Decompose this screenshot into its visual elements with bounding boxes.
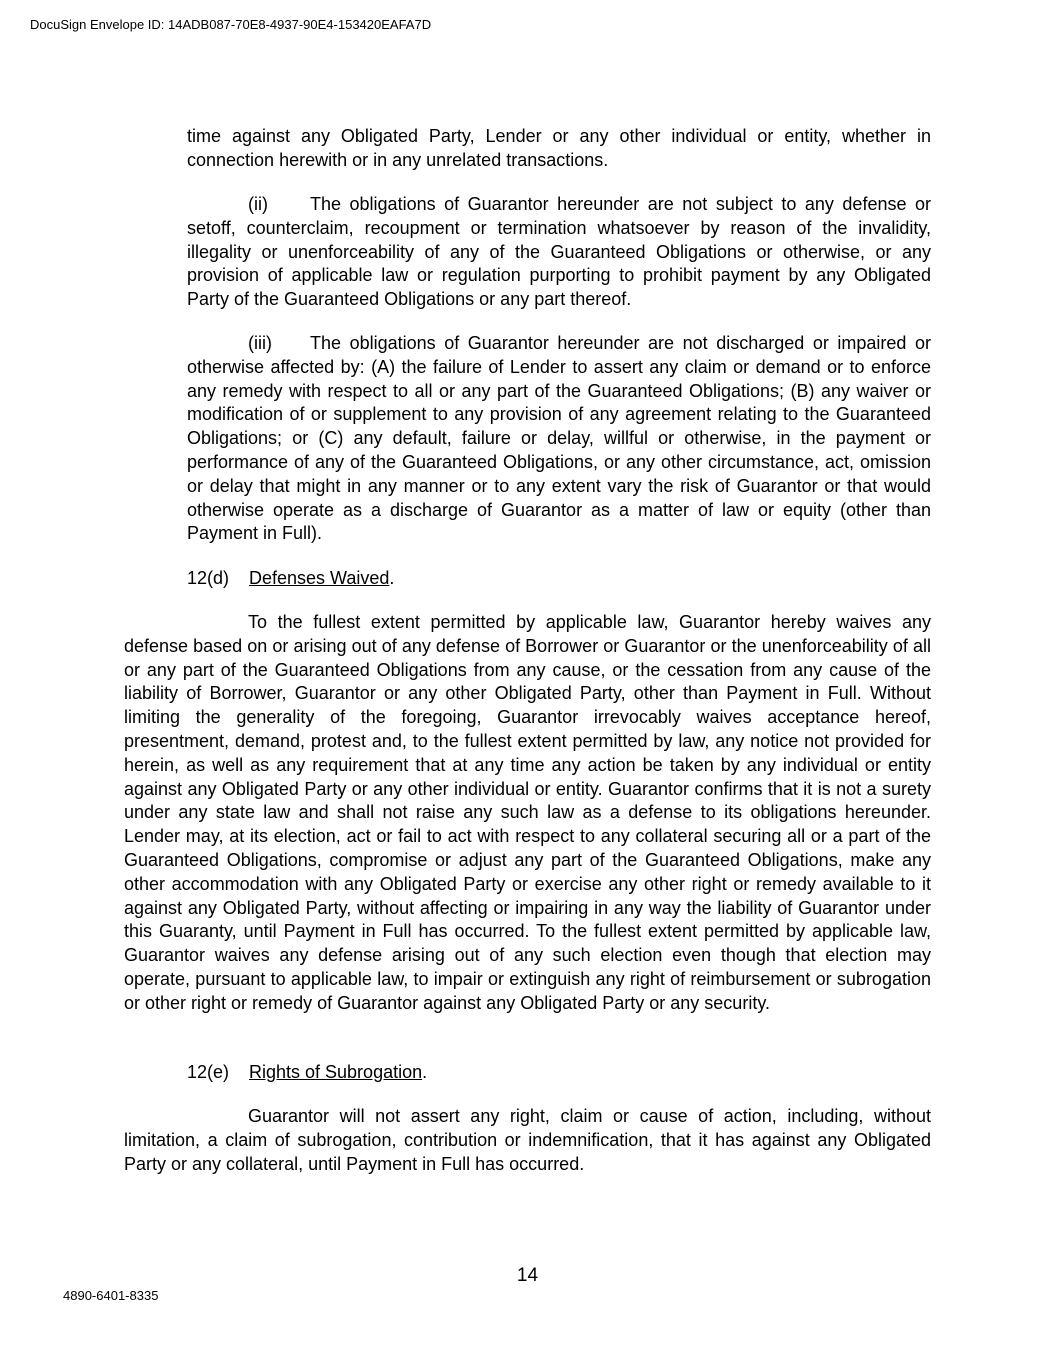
section-12d-title: Defenses Waived	[249, 568, 390, 588]
section-12d-body: To the fullest extent permitted by applicable law, Guarantor hereby waives any defense based on or arising out of any defense of Borrower or Guarantor or the unenforceability of all or any part of the Guaranteed Obligations from any cause, or the cessation from any cause of the liability of Borrower, Guarantor or any other Obligated Party, other than Payment in Full. Without limiting the generality of the foregoing, Guarantor irrevocably waives acceptance hereof, presentment, demand, protest and, to the fullest extent permitted by law, any notice not provided for herein, as well as any requirement that at any time any action be taken by any individual or entity against any Obligated Party or any other individual or entity. Guarantor confirms that it is not a surety under any state law and shall not raise any such law as a defense to its obligations hereunder. Lender may, at its election, act or fail to act with respect to any collateral securing all or a part of the Guaranteed Obligations, compromise or adjust any part of the Guaranteed Obligations, make any other accommodation with any Obligated Party or exercise any other right or remedy available to it against any Obligated Party, without affecting or impairing in any way the liability of Guarantor under this Guaranty, until Payment in Full has occurred. To the fullest extent permitted by applicable law, Guarantor waives any defense arising out of any such election even though that election may operate, pursuant to applicable law, to impair or extinguish any right of reimbursement or subrogation or other right or remedy of Guarantor against any Obligated Party or any security.	[124, 612, 931, 1013]
section-12d-heading	[187, 567, 931, 591]
clause-ii-number: (ii)	[248, 194, 268, 214]
section-12d-punct: .	[389, 568, 395, 588]
section-12e-number: 12(e)	[187, 1062, 230, 1082]
clause-ii-paragraph	[187, 193, 931, 312]
section-12e-title: Rights of Subrogation	[249, 1062, 423, 1082]
continuation-paragraph: time against any Obligated Party, Lender or any other individual or entity, whether in connection herewith or in any unrelated transactions.	[187, 126, 931, 170]
clause-iii-number: (iii)	[248, 333, 272, 353]
section-12e-body: Guarantor will not assert any right, claim or cause of action, including, without limitation, a claim of subrogation, contribution or indemnification, that it has against any Obligated Party or any collateral, until Payment in Full has occurred.	[124, 1106, 931, 1174]
section-12e-punct: .	[422, 1062, 428, 1082]
clause-ii-text: The obligations of Guarantor hereunder are not subject to any defense or setoff, counterclaim, recoupment or termination whatsoever by reason of the invalidity, illegality or unenforceability of any of the Guaranteed Obligations or otherwise, or any provision of applicable law or regulation purporting to prohibit payment by any Obligated Party of the Guaranteed Obligations or any part thereof.	[187, 194, 931, 310]
clause-iii-text: The obligations of Guarantor hereunder are not discharged or impaired or otherwise affected by: (A) the failure of Lender to assert any claim or demand or to enforce any remedy with respect to all or any part of the Guaranteed Obligations; (B) any waiver or modification of or supplement to any provision of any agreement relating to the Guaranteed Obligations; or (C) any default, failure or delay, willful or otherwise, in the payment or performance of any of the Guaranteed Obligations, or any other circumstance, act, omission or delay that might in any manner or to any extent vary the risk of Guarantor or that would otherwise operate as a discharge of Guarantor as a matter of law or equity (other than Payment in Full).	[187, 333, 931, 544]
section-12e-heading	[187, 1061, 931, 1085]
section-12d-number: 12(d)	[187, 568, 230, 588]
clause-iii-paragraph	[187, 332, 931, 546]
docusign-envelope-id: DocuSign Envelope ID: 14ADB087-70E8-4937-90E4-153420EAFA7D	[30, 17, 432, 32]
page-number: 14	[516, 1265, 539, 1286]
document-id: 4890-6401-8335	[63, 1288, 159, 1303]
